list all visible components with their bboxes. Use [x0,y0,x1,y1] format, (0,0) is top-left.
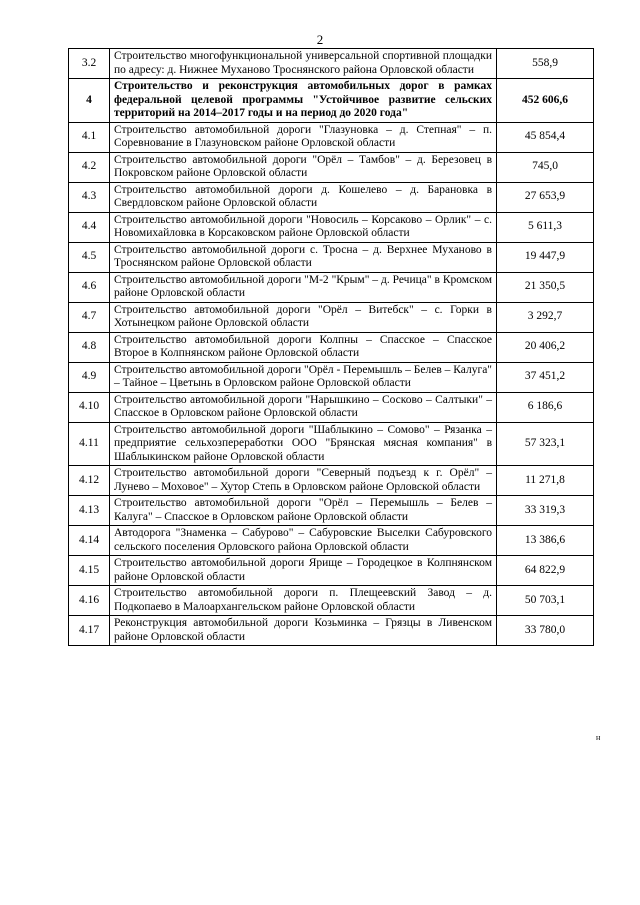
row-amount: 57 323,1 [497,422,594,466]
row-number: 4.2 [69,152,110,182]
row-number: 4.9 [69,362,110,392]
row-number: 4.12 [69,466,110,496]
row-amount: 19 447,9 [497,242,594,272]
row-description: Строительство автомобильной дороги "М-2 "Крым" – д. Речица" в Кромском районе Орловской области [110,272,497,302]
row-number: 4.16 [69,586,110,616]
table-row [69,212,594,242]
row-number: 4.5 [69,242,110,272]
row-description: Строительство автомобильной дороги "Новосиль – Корсаково – Орлик" – с. Новомихайловка в Корсаковском районе Орловской области [110,212,497,242]
row-amount: 50 703,1 [497,586,594,616]
row-amount: 45 854,4 [497,122,594,152]
row-description: Строительство автомобильной дороги "Глазуновка – д. Степная" – п. Соревнование в Глазуновском районе Орловской области [110,122,497,152]
row-amount: 6 186,6 [497,392,594,422]
row-description: Строительство автомобильной дороги Ярище – Городецкое в Колпнянском районе Орловской области [110,556,497,586]
corner-mark: н [596,733,601,742]
table-row [69,556,594,586]
budget-table [68,48,594,646]
row-number: 4.8 [69,332,110,362]
row-number: 4 [69,79,110,123]
table-row [69,362,594,392]
table-row [69,79,594,123]
row-description: Строительство и реконструкция автомобильных дорог в рамках федеральной целевой программы "Устойчивое развитие сельских территорий на 2014–2017 годы и на период до 2020 года" [110,79,497,123]
table-row [69,586,594,616]
row-description: Строительство автомобильной дороги "Нарышкино – Сосково – Салтыки" – Спасское в Орловском районе Орловской области [110,392,497,422]
row-amount: 33 780,0 [497,616,594,646]
table-row [69,332,594,362]
table-row [69,49,594,79]
table-row [69,302,594,332]
row-number: 4.14 [69,526,110,556]
table-row [69,466,594,496]
table-row [69,152,594,182]
table-body [69,49,594,646]
row-number: 3.2 [69,49,110,79]
table-row [69,182,594,212]
row-number: 4.6 [69,272,110,302]
row-number: 4.7 [69,302,110,332]
row-amount: 37 451,2 [497,362,594,392]
table-row [69,272,594,302]
row-amount: 20 406,2 [497,332,594,362]
row-amount: 5 611,3 [497,212,594,242]
row-description: Строительство автомобильной дороги "Шаблыкино – Сомово" – Рязанка – предприятие сельхозпереработки ООО "Брянская мясная компания" в Шаблыкинском районе Орловской области [110,422,497,466]
row-amount: 745,0 [497,152,594,182]
row-number: 4.10 [69,392,110,422]
table-row [69,122,594,152]
row-amount: 33 319,3 [497,496,594,526]
row-description: Строительство автомобильной дороги "Орёл – Витебск" – с. Горки в Хотынецком районе Орловской области [110,302,497,332]
row-number: 4.11 [69,422,110,466]
row-number: 4.17 [69,616,110,646]
row-number: 4.1 [69,122,110,152]
row-description: Строительство многофункциональной универсальной спортивной площадки по адресу: д. Нижнее Муханово Троснянского района Орловской области [110,49,497,79]
row-description: Строительство автомобильной дороги п. Плещеевский Завод – д. Подкопаево в Малоархангельском районе Орловской области [110,586,497,616]
row-description: Строительство автомобильной дороги "Орёл – Тамбов" – д. Березовец в Покровском районе Орловской области [110,152,497,182]
row-description: Автодорога "Знаменка – Сабурово" – Сабуровские Выселки Сабуровского сельского поселения Орловского района Орловской области [110,526,497,556]
row-number: 4.15 [69,556,110,586]
row-description: Строительство автомобильной дороги "Орёл - Перемышль – Белев – Калуга" – Тайное – Цветынь в Орловском районе Орловской области [110,362,497,392]
table-row [69,526,594,556]
row-number: 4.3 [69,182,110,212]
page-number: 2 [316,32,324,47]
row-amount: 27 653,9 [497,182,594,212]
table-row [69,242,594,272]
row-amount: 3 292,7 [497,302,594,332]
row-description: Строительство автомобильной дороги с. Тросна – д. Верхнее Муханово в Троснянском районе Орловской области [110,242,497,272]
row-description: Строительство автомобильной дороги Колпны – Спасское – Спасское Второе в Колпнянском районе Орловской области [110,332,497,362]
row-amount: 13 386,6 [497,526,594,556]
row-amount: 64 822,9 [497,556,594,586]
table-row [69,392,594,422]
row-description: Строительство автомобильной дороги д. Кошелево – д. Барановка в Свердловском районе Орловской области [110,182,497,212]
table-row [69,422,594,466]
row-amount: 558,9 [497,49,594,79]
table-row [69,496,594,526]
row-description: Строительство автомобильной дороги "Орёл – Перемышль – Белев – Калуга" – Спасское в Орловском районе Орловской области [110,496,497,526]
row-amount: 11 271,8 [497,466,594,496]
row-number: 4.13 [69,496,110,526]
row-description: Реконструкция автомобильной дороги Козьминка – Грязцы в Ливенском районе Орловской области [110,616,497,646]
row-description: Строительство автомобильной дороги "Северный подъезд к г. Орёл" – Лунево – Моховое" – Хутор Степь в Орловском районе Орловской области [110,466,497,496]
row-amount: 452 606,6 [497,79,594,123]
row-number: 4.4 [69,212,110,242]
row-amount: 21 350,5 [497,272,594,302]
table-row [69,616,594,646]
